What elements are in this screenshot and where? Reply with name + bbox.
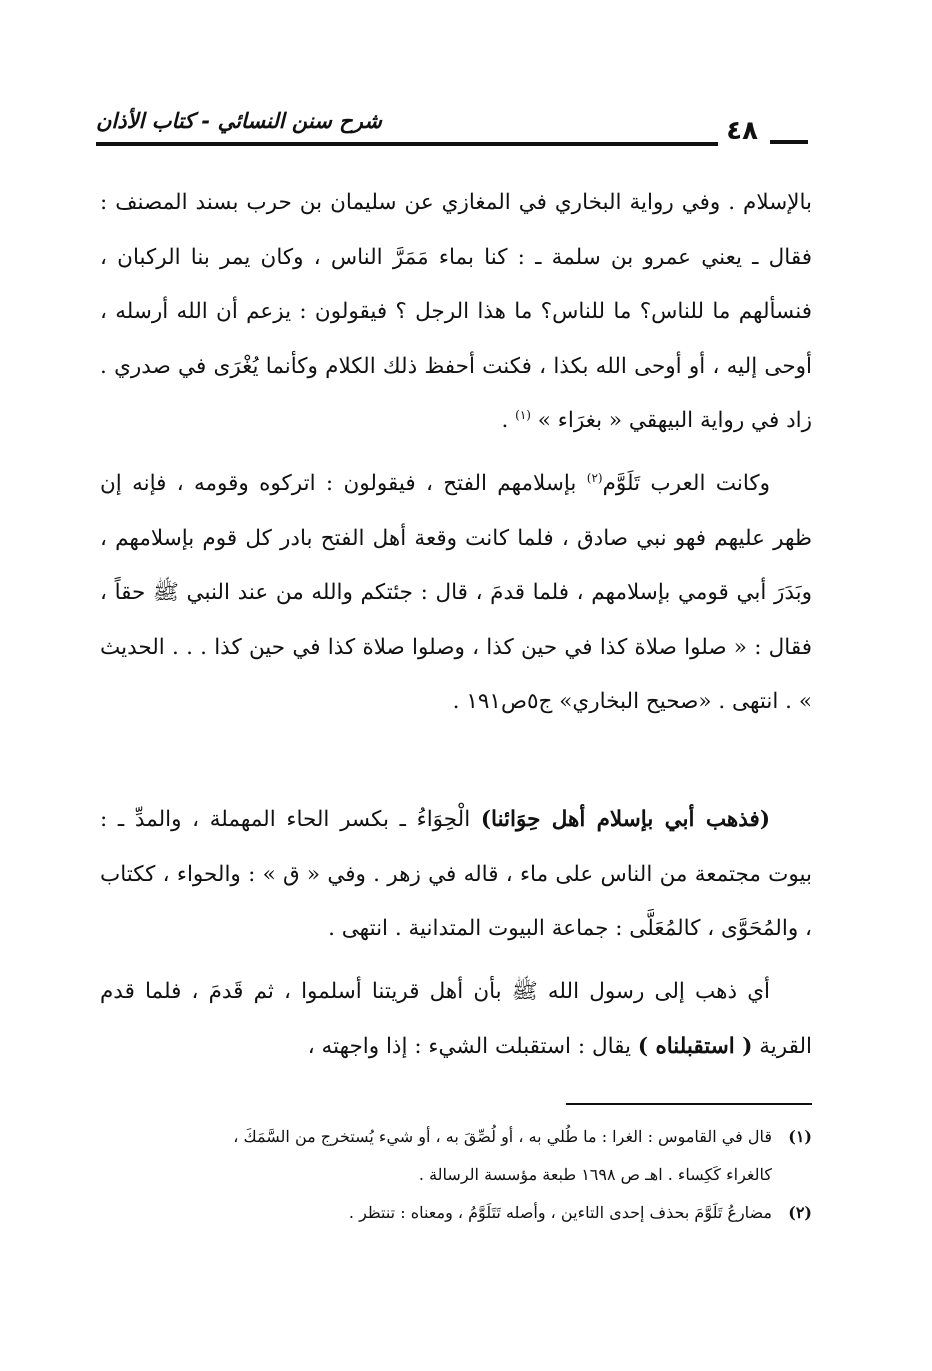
quoted-phrase-1: (فذهب أبي بإسلام أهل حِوَائنا) [480,807,770,832]
paragraph-4-text-a: أي ذهب إلى رسول الله ﷺ بأن أهل قريتنا أسلموا ، ثم قَدمَ ، فلما قدم القرية [100,979,812,1059]
footnote-1-number: (١) [788,1127,812,1146]
footnote-2-number: (٢) [788,1203,812,1222]
paragraph-2 [100,457,812,730]
paragraph-2-text-b: بإسلامهم الفتح ، فيقولون : اتركوه وقومه ، فإنه إن ظهر عليهم فهو نبي صادق ، فلما كانت وقعة أهل الفتح بادر كل قوم بإسلامهم ، وبَدَرَ أبي قومي بإسلامهم ، فلما قدمَ ، قال : جئتكم والله من عند النبي ﷺ حقاً ، فقال : « صلوا صلاة كذا في حين كذا ، وصلوا صلاة كذا في حين كذا . . . الحديث » . انتهى . «صحيح البخاري» ج٥ص١٩١ . [100,471,812,714]
running-header-title: شرح سنن النسائي - كتاب الأذان [96,109,382,133]
paragraph-4 [100,965,812,1074]
paragraph-2-text-a: وكانت العرب تَلَوَّم [602,471,771,496]
paragraph-4-text-b: يقال : استقبلت الشيء : إذا واجهته ، [307,1033,638,1059]
paragraph-3 [100,793,812,957]
page-number-dash [770,140,808,144]
footnote-1 [100,1118,812,1156]
header-rule [96,142,718,146]
footnote-1-continuation [100,1156,812,1194]
paragraph-3-text: الْحِوَاءُ ـ بكسر الحاء المهملة ، والمدِّ ـ : بيوت مجتمعة من الناس على ماء ، قاله في زهر . وفي « ق » : والحواء ، ككتاب ، والمُحَوَّى ، كالمُعَلَّى : جماعة البيوت المتدانية . انتهى . [100,807,812,941]
footnote-2-text: مضارعُ تَلَوَّمَ بحذف إحدى التاءين ، وأصله تَتَلَوَّمُ ، ومعناه : تنتظر . [348,1203,772,1222]
paragraph-1-end: . [501,408,509,433]
footnote-separator [566,1103,812,1105]
paragraph-1-text: بالإسلام . وفي رواية البخاري في المغازي عن سليمان بن حرب بسند المصنف : فقال ـ يعني عمرو بن سلمة ـ : كنا بماء مَمَرَّ الناس ، وكان يمر بنا الركبان ، فنسألهم ما للناس؟ ما للناس؟ ما هذا الرجل ؟ فيقولون : يزعم أن الله أرسله ، أوحى إليه ، أو أوحى الله بكذا ، فكنت أحفظ ذلك الكلام وكأنما يُغْرَى في صدري . زاد في رواية البيهقي « بغرَاء » [100,190,812,433]
footnote-ref-1: (١) [515,407,531,422]
footnotes [100,1118,812,1232]
footnote-1-line-2: كالغراء كَكِساء . اهـ ص ١٦٩٨ طبعة مؤسسة الرسالة . [418,1165,772,1184]
footnote-1-line-1: قال في القاموس : الغرا : ما طُلي به ، أو لُصِّقَ به ، أو شيء يُستخرج من السَّمَكَ ، [233,1127,772,1146]
footnote-2 [100,1194,812,1232]
running-header [96,106,808,152]
quoted-phrase-2: ( استقبلناه ) [637,1033,753,1059]
footnote-ref-2: (٢) [586,470,603,485]
paragraph-1 [100,176,812,449]
page-number: ٤٨ [726,116,758,146]
